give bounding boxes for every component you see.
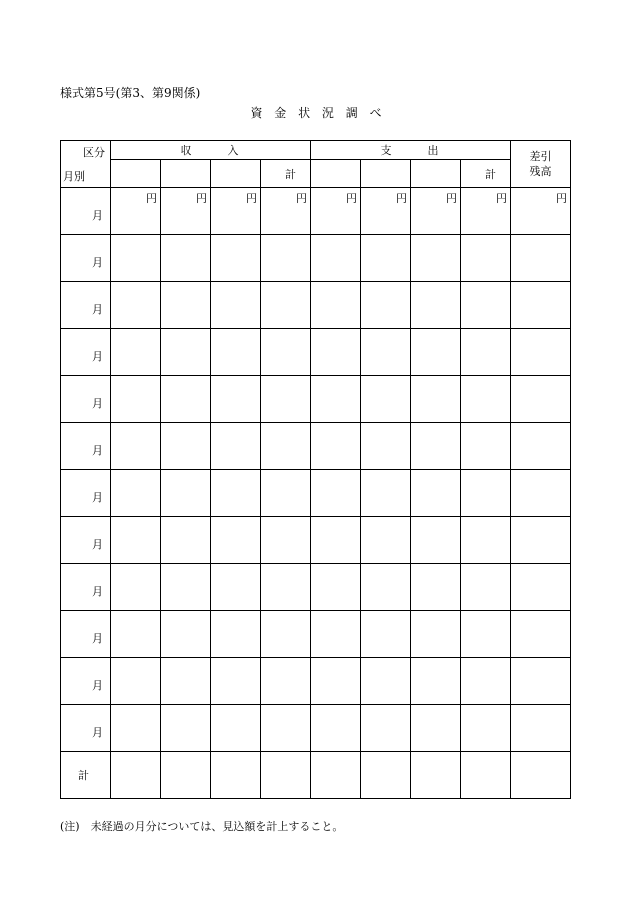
fund-status-table bbox=[60, 140, 571, 799]
amount-cell[interactable] bbox=[361, 329, 411, 376]
document-title: 資 金 状 況 調 べ bbox=[250, 106, 386, 120]
amount-cell[interactable] bbox=[461, 376, 511, 423]
total-amount-cell[interactable] bbox=[161, 752, 211, 799]
amount-cell[interactable] bbox=[161, 705, 211, 752]
month-label: 月 bbox=[92, 538, 103, 551]
amount-cell[interactable] bbox=[111, 564, 161, 611]
month-label: 月 bbox=[92, 350, 103, 363]
amount-cell[interactable] bbox=[511, 423, 571, 470]
amount-cell[interactable] bbox=[161, 235, 211, 282]
amount-cell[interactable] bbox=[411, 282, 461, 329]
header-row-2 bbox=[61, 160, 571, 188]
amount-cell[interactable] bbox=[111, 658, 161, 705]
amount-cell[interactable] bbox=[511, 611, 571, 658]
amount-cell[interactable] bbox=[311, 235, 361, 282]
amount-cell[interactable] bbox=[211, 564, 261, 611]
expense-total-header: 計 bbox=[461, 160, 511, 188]
amount-cell[interactable] bbox=[311, 564, 361, 611]
amount-cell[interactable] bbox=[361, 470, 411, 517]
amount-cell[interactable] bbox=[161, 611, 211, 658]
amount-cell[interactable] bbox=[261, 705, 311, 752]
amount-cell[interactable] bbox=[111, 282, 161, 329]
amount-cell[interactable] bbox=[411, 517, 461, 564]
amount-cell[interactable] bbox=[461, 611, 511, 658]
amount-cell[interactable] bbox=[411, 235, 461, 282]
amount-cell[interactable] bbox=[511, 517, 571, 564]
amount-cell[interactable] bbox=[361, 235, 411, 282]
month-row bbox=[61, 705, 571, 752]
amount-cell[interactable]: 円 bbox=[411, 188, 461, 235]
month-label-cell bbox=[61, 705, 111, 752]
amount-cell[interactable] bbox=[311, 517, 361, 564]
expense-header: 支 出 bbox=[311, 141, 511, 160]
amount-cell[interactable] bbox=[411, 376, 461, 423]
amount-cell[interactable] bbox=[261, 423, 311, 470]
amount-cell[interactable] bbox=[411, 329, 461, 376]
month-label-cell bbox=[61, 517, 111, 564]
amount-cell[interactable] bbox=[211, 235, 261, 282]
total-amount-cell[interactable] bbox=[461, 752, 511, 799]
amount-cell[interactable] bbox=[461, 658, 511, 705]
amount-cell[interactable] bbox=[511, 235, 571, 282]
amount-cell[interactable] bbox=[111, 235, 161, 282]
month-row bbox=[61, 329, 571, 376]
total-amount-cell[interactable] bbox=[511, 752, 571, 799]
month-row bbox=[61, 470, 571, 517]
month-label: 月 bbox=[92, 209, 103, 222]
month-label: 月 bbox=[92, 726, 103, 739]
month-row bbox=[61, 658, 571, 705]
amount-cell[interactable] bbox=[361, 611, 411, 658]
amount-cell[interactable] bbox=[161, 423, 211, 470]
amount-cell[interactable] bbox=[211, 658, 261, 705]
expense-col-1[interactable] bbox=[311, 160, 361, 188]
amount-cell[interactable] bbox=[511, 564, 571, 611]
amount-cell[interactable] bbox=[511, 329, 571, 376]
amount-cell[interactable] bbox=[461, 282, 511, 329]
amount-cell[interactable] bbox=[111, 705, 161, 752]
month-label: 月 bbox=[92, 491, 103, 504]
income-col-3[interactable] bbox=[211, 160, 261, 188]
total-amount-cell[interactable] bbox=[411, 752, 461, 799]
month-label-cell bbox=[61, 423, 111, 470]
header-row-1 bbox=[61, 141, 571, 160]
amount-cell[interactable] bbox=[461, 423, 511, 470]
amount-cell[interactable] bbox=[361, 564, 411, 611]
amount-cell[interactable] bbox=[361, 423, 411, 470]
amount-cell[interactable] bbox=[211, 282, 261, 329]
amount-cell[interactable] bbox=[111, 423, 161, 470]
month-label-cell bbox=[61, 611, 111, 658]
amount-cell[interactable] bbox=[461, 705, 511, 752]
month-row bbox=[61, 235, 571, 282]
amount-cell[interactable] bbox=[211, 517, 261, 564]
amount-cell[interactable] bbox=[161, 517, 211, 564]
amount-cell[interactable] bbox=[461, 517, 511, 564]
amount-cell[interactable] bbox=[511, 705, 571, 752]
amount-cell[interactable] bbox=[411, 470, 461, 517]
amount-cell[interactable] bbox=[111, 470, 161, 517]
amount-cell[interactable] bbox=[111, 329, 161, 376]
amount-cell[interactable] bbox=[311, 611, 361, 658]
amount-cell[interactable]: 円 bbox=[211, 188, 261, 235]
income-col-1[interactable] bbox=[111, 160, 161, 188]
amount-cell[interactable] bbox=[311, 423, 361, 470]
amount-cell[interactable] bbox=[161, 564, 211, 611]
amount-cell[interactable] bbox=[261, 282, 311, 329]
amount-cell[interactable] bbox=[161, 470, 211, 517]
amount-cell[interactable] bbox=[461, 470, 511, 517]
month-row bbox=[61, 282, 571, 329]
total-amount-cell[interactable] bbox=[261, 752, 311, 799]
amount-cell[interactable] bbox=[211, 611, 261, 658]
amount-cell[interactable]: 円 bbox=[161, 188, 211, 235]
month-row bbox=[61, 611, 571, 658]
amount-cell[interactable] bbox=[311, 282, 361, 329]
amount-cell[interactable] bbox=[211, 423, 261, 470]
footnote: (注) 未経過の月分については、見込額を計上すること。 bbox=[60, 820, 344, 833]
total-amount-cell[interactable] bbox=[361, 752, 411, 799]
month-label: 月 bbox=[92, 303, 103, 316]
amount-cell[interactable] bbox=[211, 329, 261, 376]
amount-cell[interactable] bbox=[461, 329, 511, 376]
month-label-cell bbox=[61, 235, 111, 282]
amount-cell[interactable]: 円 bbox=[261, 188, 311, 235]
month-row bbox=[61, 376, 571, 423]
total-row bbox=[61, 752, 571, 799]
amount-cell[interactable] bbox=[261, 658, 311, 705]
month-label-cell bbox=[61, 470, 111, 517]
month-label: 月 bbox=[92, 397, 103, 410]
amount-cell[interactable] bbox=[261, 376, 311, 423]
amount-cell[interactable] bbox=[411, 564, 461, 611]
expense-col-2[interactable] bbox=[361, 160, 411, 188]
form-number: 様式第5号(第3、第9関係) bbox=[60, 86, 201, 100]
amount-cell[interactable] bbox=[361, 517, 411, 564]
amount-cell[interactable] bbox=[111, 517, 161, 564]
month-row bbox=[61, 188, 571, 235]
amount-cell[interactable]: 円 bbox=[511, 188, 571, 235]
expense-col-3[interactable] bbox=[411, 160, 461, 188]
amount-cell[interactable] bbox=[211, 705, 261, 752]
amount-cell[interactable] bbox=[161, 329, 211, 376]
amount-cell[interactable] bbox=[111, 376, 161, 423]
month-row bbox=[61, 564, 571, 611]
total-label: 計 bbox=[61, 752, 111, 799]
month-label-cell bbox=[61, 188, 111, 235]
balance-header: 差引 残高 bbox=[511, 141, 571, 188]
kubun-label: 区分 bbox=[83, 146, 105, 159]
total-amount-cell[interactable] bbox=[111, 752, 161, 799]
amount-cell[interactable] bbox=[511, 282, 571, 329]
amount-cell[interactable]: 円 bbox=[311, 188, 361, 235]
amount-cell[interactable] bbox=[361, 282, 411, 329]
amount-cell[interactable] bbox=[411, 705, 461, 752]
amount-cell[interactable] bbox=[261, 564, 311, 611]
amount-cell[interactable] bbox=[211, 470, 261, 517]
income-total-header: 計 bbox=[261, 160, 311, 188]
amount-cell[interactable] bbox=[311, 376, 361, 423]
amount-cell[interactable]: 円 bbox=[461, 188, 511, 235]
amount-cell[interactable] bbox=[411, 611, 461, 658]
month-label-cell bbox=[61, 376, 111, 423]
month-label-cell bbox=[61, 282, 111, 329]
amount-cell[interactable] bbox=[361, 705, 411, 752]
month-label-cell bbox=[61, 658, 111, 705]
amount-cell[interactable] bbox=[211, 376, 261, 423]
total-amount-cell[interactable] bbox=[311, 752, 361, 799]
month-label-cell bbox=[61, 329, 111, 376]
corner-header bbox=[61, 141, 111, 188]
total-amount-cell[interactable] bbox=[211, 752, 261, 799]
amount-cell[interactable] bbox=[511, 658, 571, 705]
amount-cell[interactable] bbox=[461, 235, 511, 282]
amount-cell[interactable] bbox=[261, 611, 311, 658]
month-label: 月 bbox=[92, 632, 103, 645]
amount-cell[interactable] bbox=[511, 376, 571, 423]
month-label: 月 bbox=[92, 444, 103, 457]
amount-cell[interactable] bbox=[261, 470, 311, 517]
amount-cell[interactable] bbox=[411, 423, 461, 470]
amount-cell[interactable] bbox=[311, 705, 361, 752]
amount-cell[interactable] bbox=[161, 282, 211, 329]
amount-cell[interactable] bbox=[261, 517, 311, 564]
amount-cell[interactable]: 円 bbox=[361, 188, 411, 235]
amount-cell[interactable] bbox=[461, 564, 511, 611]
month-row bbox=[61, 517, 571, 564]
amount-cell[interactable] bbox=[261, 329, 311, 376]
amount-cell[interactable] bbox=[311, 329, 361, 376]
month-row bbox=[61, 423, 571, 470]
month-label-cell bbox=[61, 564, 111, 611]
amount-cell[interactable] bbox=[411, 658, 461, 705]
tsukibetsu-label: 月別 bbox=[63, 170, 85, 183]
amount-cell[interactable] bbox=[261, 235, 311, 282]
month-label: 月 bbox=[92, 679, 103, 692]
amount-cell[interactable] bbox=[111, 611, 161, 658]
income-header: 収 入 bbox=[111, 141, 311, 160]
amount-cell[interactable] bbox=[311, 470, 361, 517]
amount-cell[interactable] bbox=[161, 376, 211, 423]
amount-cell[interactable] bbox=[361, 658, 411, 705]
month-label: 月 bbox=[92, 585, 103, 598]
amount-cell[interactable] bbox=[361, 376, 411, 423]
income-col-2[interactable] bbox=[161, 160, 211, 188]
amount-cell[interactable]: 円 bbox=[111, 188, 161, 235]
amount-cell[interactable] bbox=[511, 470, 571, 517]
amount-cell[interactable] bbox=[311, 658, 361, 705]
amount-cell[interactable] bbox=[161, 658, 211, 705]
month-label: 月 bbox=[92, 256, 103, 269]
